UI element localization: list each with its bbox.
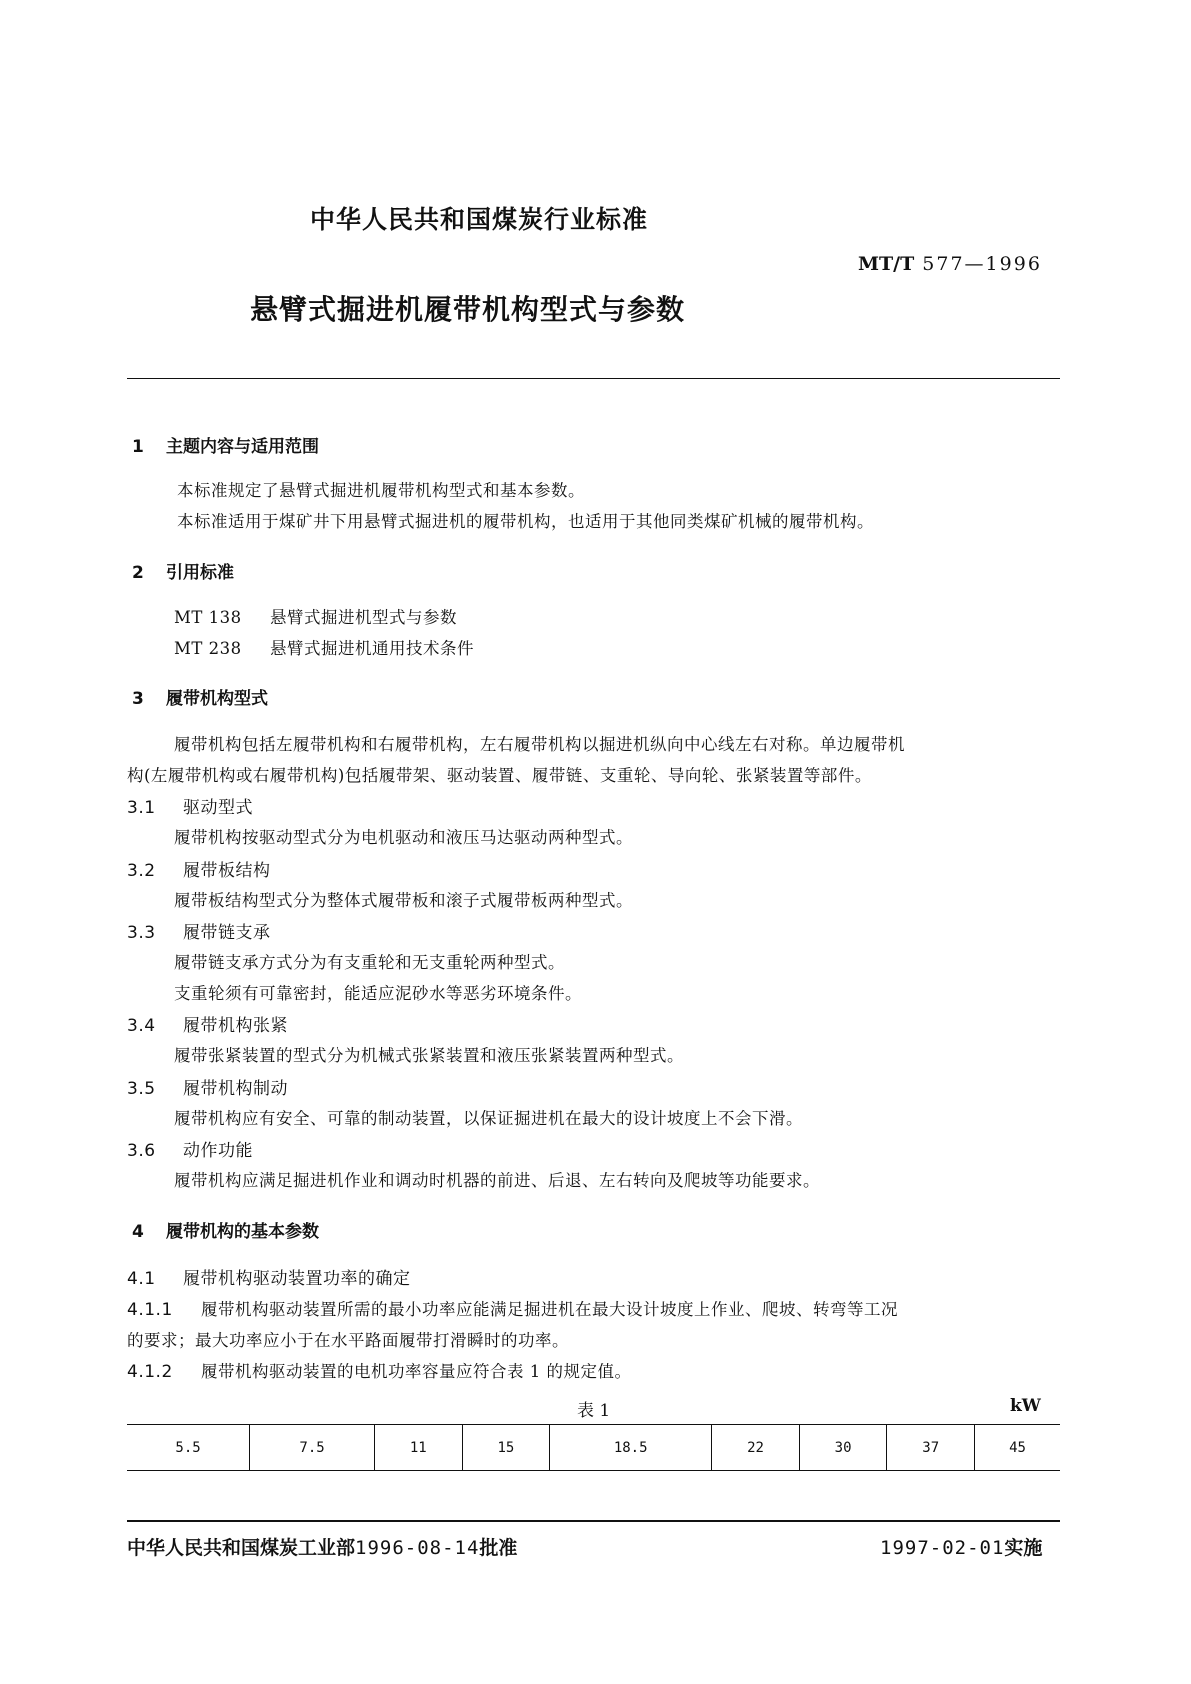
section-4-title: 履带机构的基本参数 bbox=[166, 1222, 319, 1242]
subsection-number: 3.2 bbox=[127, 861, 156, 881]
subsection-number: 3.1 bbox=[127, 798, 156, 818]
table-cell: 18.5 bbox=[550, 1425, 712, 1471]
standard-code-number: 577—1996 bbox=[922, 253, 1042, 275]
subsection-3-2-heading bbox=[127, 856, 271, 881]
subsection-3-2-text: 履带板结构型式分为整体式履带板和滚子式履带板两种型式。 bbox=[174, 891, 633, 910]
section-2-number: 2 bbox=[132, 563, 144, 583]
approval-info bbox=[127, 1533, 517, 1560]
section-4-heading bbox=[132, 1217, 319, 1242]
subsection-title: 履带机构制动 bbox=[183, 1079, 288, 1099]
subsection-title: 履带机构张紧 bbox=[183, 1016, 288, 1036]
reference-name: 悬臂式掘进机型式与参数 bbox=[270, 608, 457, 627]
standard-code bbox=[858, 253, 1042, 275]
reference-code: MT 138 bbox=[174, 608, 242, 627]
section-1-paragraph-1: 本标准规定了悬臂式掘进机履带机构型式和基本参数。 bbox=[177, 481, 585, 500]
section-3-number: 3 bbox=[132, 689, 144, 709]
clause-number: 4.1.2 bbox=[127, 1362, 173, 1382]
clause-text: 履带机构驱动装置的电机功率容量应符合表 1 的规定值。 bbox=[201, 1362, 632, 1381]
implementation-date: 1997-02-01 bbox=[880, 1537, 1005, 1559]
subsection-number: 3.6 bbox=[127, 1141, 156, 1161]
section-2-heading bbox=[132, 558, 234, 583]
subsection-3-5-text: 履带机构应有安全、可靠的制动装置，以保证掘进机在最大的设计坡度上不会下滑。 bbox=[174, 1109, 803, 1128]
clause-text: 履带机构驱动装置所需的最小功率应能满足掘进机在最大设计坡度上作业、爬坡、转弯等工况 bbox=[201, 1300, 898, 1319]
subsection-3-3-text-1: 履带链支承方式分为有支重轮和无支重轮两种型式。 bbox=[174, 953, 565, 972]
table-cell: 30 bbox=[799, 1425, 887, 1471]
reference-item bbox=[174, 604, 457, 628]
subsection-3-5-heading bbox=[127, 1074, 288, 1099]
document-title: 悬臂式掘进机履带机构型式与参数 bbox=[250, 293, 686, 326]
subsection-title: 驱动型式 bbox=[183, 798, 253, 818]
table-unit: kW bbox=[1010, 1396, 1041, 1416]
subsection-3-3-text-2: 支重轮须有可靠密封，能适应泥砂水等恶劣环境条件。 bbox=[174, 984, 582, 1003]
reference-item bbox=[174, 635, 474, 659]
subsection-3-6-text: 履带机构应满足掘进机作业和调动时机器的前进、后退、左右转向及爬坡等功能要求。 bbox=[174, 1171, 820, 1190]
table-cell: 45 bbox=[975, 1425, 1060, 1471]
section-1-title: 主题内容与适用范围 bbox=[166, 437, 319, 457]
clause-4-1-1-line-1 bbox=[127, 1296, 898, 1320]
subsection-number: 4.1 bbox=[127, 1269, 156, 1289]
implementation-info bbox=[880, 1533, 1042, 1560]
section-3-intro-line-1: 履带机构包括左履带机构和右履带机构，左右履带机构以掘进机纵向中心线左右对称。单边履带机 bbox=[174, 735, 905, 754]
clause-number: 4.1.1 bbox=[127, 1300, 173, 1320]
header-org: 中华人民共和国煤炭行业标准 bbox=[310, 205, 649, 234]
subsection-4-1-heading bbox=[127, 1264, 411, 1289]
subsection-3-1-heading bbox=[127, 793, 253, 818]
implementation-label: 实施 bbox=[1004, 1537, 1043, 1559]
section-3-intro-line-2: 构(左履带机构或右履带机构)包括履带架、驱动装置、履带链、支重轮、导向轮、张紧装置等部件。 bbox=[127, 766, 872, 785]
table-caption: 表 1 bbox=[577, 1401, 611, 1421]
standard-code-prefix: MT/T bbox=[858, 253, 915, 275]
subsection-3-1-text: 履带机构按驱动型式分为电机驱动和液压马达驱动两种型式。 bbox=[174, 828, 633, 847]
power-table bbox=[127, 1425, 1060, 1471]
subsection-number: 3.4 bbox=[127, 1016, 156, 1036]
footer-divider bbox=[127, 1520, 1060, 1522]
table-cell: 11 bbox=[374, 1425, 462, 1471]
subsection-title: 履带机构驱动装置功率的确定 bbox=[183, 1269, 411, 1289]
clause-4-1-1-line-2: 的要求；最大功率应小于在水平路面履带打滑瞬时的功率。 bbox=[127, 1331, 569, 1350]
approval-org: 中华人民共和国煤炭工业部 bbox=[127, 1537, 356, 1559]
approval-date: 1996-08-14 bbox=[355, 1537, 480, 1559]
reference-code: MT 238 bbox=[174, 639, 242, 658]
section-1-number: 1 bbox=[132, 437, 144, 457]
subsection-3-4-text: 履带张紧装置的型式分为机械式张紧装置和液压张紧装置两种型式。 bbox=[174, 1046, 684, 1065]
section-2-title: 引用标准 bbox=[166, 563, 234, 583]
subsection-title: 履带链支承 bbox=[183, 923, 271, 943]
table-row bbox=[127, 1425, 1060, 1471]
reference-name: 悬臂式掘进机通用技术条件 bbox=[270, 639, 474, 658]
section-3-title: 履带机构型式 bbox=[166, 689, 268, 709]
table-cell: 5.5 bbox=[175, 1440, 201, 1456]
subsection-title: 动作功能 bbox=[183, 1141, 253, 1161]
subsection-3-4-heading bbox=[127, 1011, 288, 1036]
subsection-3-3-heading bbox=[127, 918, 271, 943]
table-cell: 22 bbox=[712, 1425, 800, 1471]
table-cell: 37 bbox=[887, 1425, 975, 1471]
table-cell: 7.5 bbox=[250, 1425, 375, 1471]
section-1-paragraph-2: 本标准适用于煤矿井下用悬臂式掘进机的履带机构，也适用于其他同类煤矿机械的履带机构。 bbox=[177, 512, 874, 531]
table-cell: 15 bbox=[462, 1425, 550, 1471]
section-1-heading bbox=[132, 432, 319, 457]
approval-label: 批准 bbox=[479, 1537, 518, 1559]
table-bottom-border bbox=[127, 1470, 1060, 1471]
subsection-3-6-heading bbox=[127, 1136, 253, 1161]
subsection-title: 履带板结构 bbox=[183, 861, 271, 881]
section-4-number: 4 bbox=[132, 1222, 144, 1242]
section-3-heading bbox=[132, 684, 268, 709]
subsection-number: 3.3 bbox=[127, 923, 156, 943]
clause-4-1-2 bbox=[127, 1358, 632, 1382]
header-divider bbox=[127, 378, 1060, 379]
subsection-number: 3.5 bbox=[127, 1079, 156, 1099]
